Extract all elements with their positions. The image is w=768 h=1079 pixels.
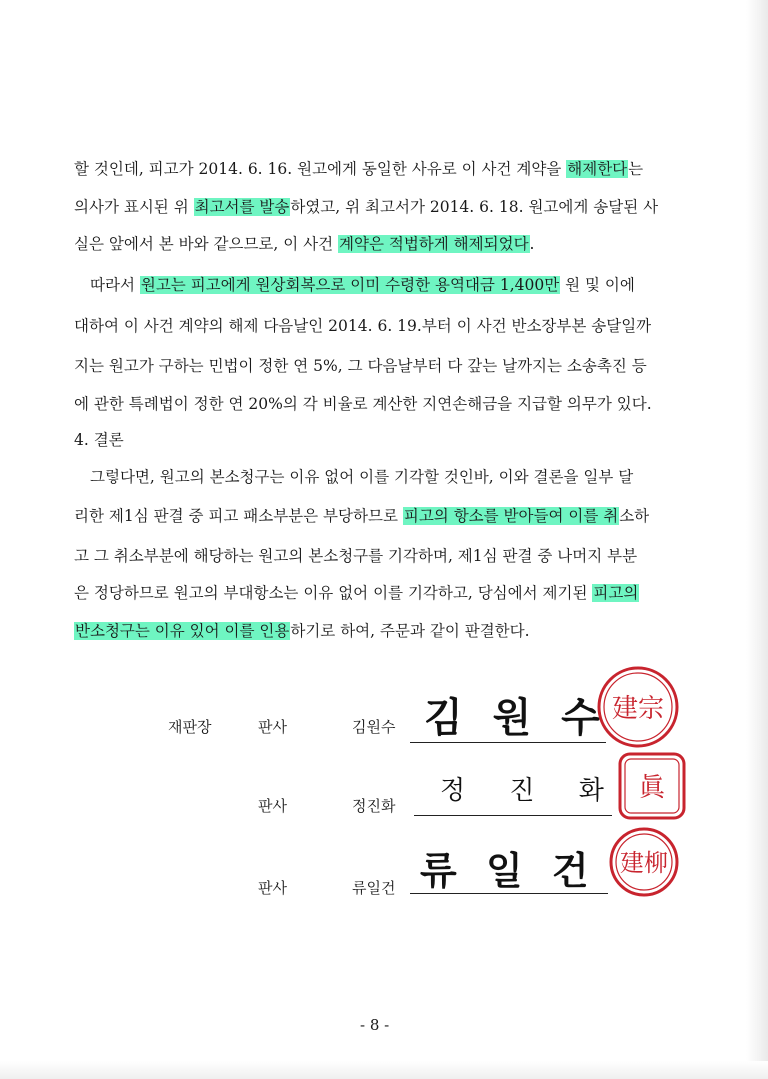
paragraph2-line1: 따라서 원고는 피고에게 원상회복으로 이미 수령한 용역대금 1,400만 원 및 이에	[90, 276, 635, 294]
paragraph1-line3: 실은 앞에서 본 바와 같으므로, 이 사건 계약은 적법하게 해제되었다.	[74, 235, 535, 253]
paragraph1-line1	[74, 158, 690, 180]
highlight: 피고의	[593, 584, 639, 602]
seal-1	[596, 665, 680, 749]
text: 는	[628, 160, 644, 178]
judge-title-3: 판사	[258, 879, 287, 897]
highlight: 피고의 항소를 받아들여 이를 취	[403, 507, 619, 525]
judge-title-2: 판사	[258, 797, 287, 815]
page-edge-shadow	[746, 0, 768, 1079]
presiding-judge-label: 재판장	[168, 718, 212, 736]
section-heading: 4. 결론	[74, 431, 124, 449]
highlight: 원고는 피고에게 원상회복으로 이미 수령한 용역대금 1,400만	[140, 276, 560, 294]
signature-line-2	[414, 815, 612, 816]
page-number: - 8 -	[360, 1016, 390, 1034]
seal-2	[616, 750, 688, 822]
seal-text-3: 建柳	[620, 849, 668, 877]
highlight: 반소청구는 이유 있어 이를 인용	[75, 622, 290, 640]
paragraph2-line4: 에 관한 특례법이 정한 연 20%의 각 비율로 계산한 지연손해금을 지급할 의무가 있다.	[74, 395, 652, 413]
judge-title-1: 판사	[258, 718, 287, 736]
paragraph3-line2: 리한 제1심 판결 중 피고 패소부분은 부당하므로 피고의 항소를 받아들여 이를 취소하	[74, 507, 650, 525]
highlight: 최고서를 발송	[194, 198, 290, 216]
judge-name-3: 류일건	[352, 879, 396, 897]
seal-text-2: 眞	[638, 773, 666, 803]
highlight: 계약은 적법하게 해제되었다	[339, 235, 529, 253]
seal-text-1: 建宗	[611, 694, 665, 724]
seal-3	[608, 826, 680, 898]
paragraph3-line1: 그렇다면, 원고의 본소청구는 이유 없어 이를 기각할 것인바, 이와 결론을 일부 달	[90, 468, 634, 486]
paragraph2-line2: 대하여 이 사건 계약의 해제 다음날인 2014. 6. 19.부터 이 사건 반소장부본 송달일까	[74, 317, 652, 335]
text: 할 것인데, 피고가 2014. 6. 16. 원고에게 동일한 사유로 이 사건 계약을	[74, 160, 567, 178]
signature-1: 김 원 수	[424, 695, 608, 741]
judge-name-1: 김원수	[352, 718, 396, 736]
highlight: 해제한다	[567, 160, 628, 178]
paragraph3-line5: 반소청구는 이유 있어 이를 인용하기로 하여, 주문과 같이 판결한다.	[75, 622, 530, 640]
page-bottom-shadow	[0, 1061, 768, 1079]
signature-3: 류 일 건	[420, 849, 597, 893]
signature-2: 정 진 화	[440, 776, 622, 806]
paragraph1-line2: 의사가 표시된 위 최고서를 발송하였고, 위 최고서가 2014. 6. 18. 원고에게 송달된 사	[74, 198, 659, 216]
paragraph2-line3: 지는 원고가 구하는 민법이 정한 연 5%, 그 다음날부터 다 갚는 날까지는 소송촉진 등	[74, 357, 647, 375]
paragraph3-line4: 은 정당하므로 원고의 부대항소는 이유 없어 이를 기각하고, 당심에서 제기된 피고의	[74, 584, 639, 602]
paragraph3-line3: 고 그 취소부분에 해당하는 원고의 본소청구를 기각하며, 제1심 판결 중 나머지 부분	[74, 547, 638, 565]
judge-name-2: 정진화	[352, 797, 396, 815]
